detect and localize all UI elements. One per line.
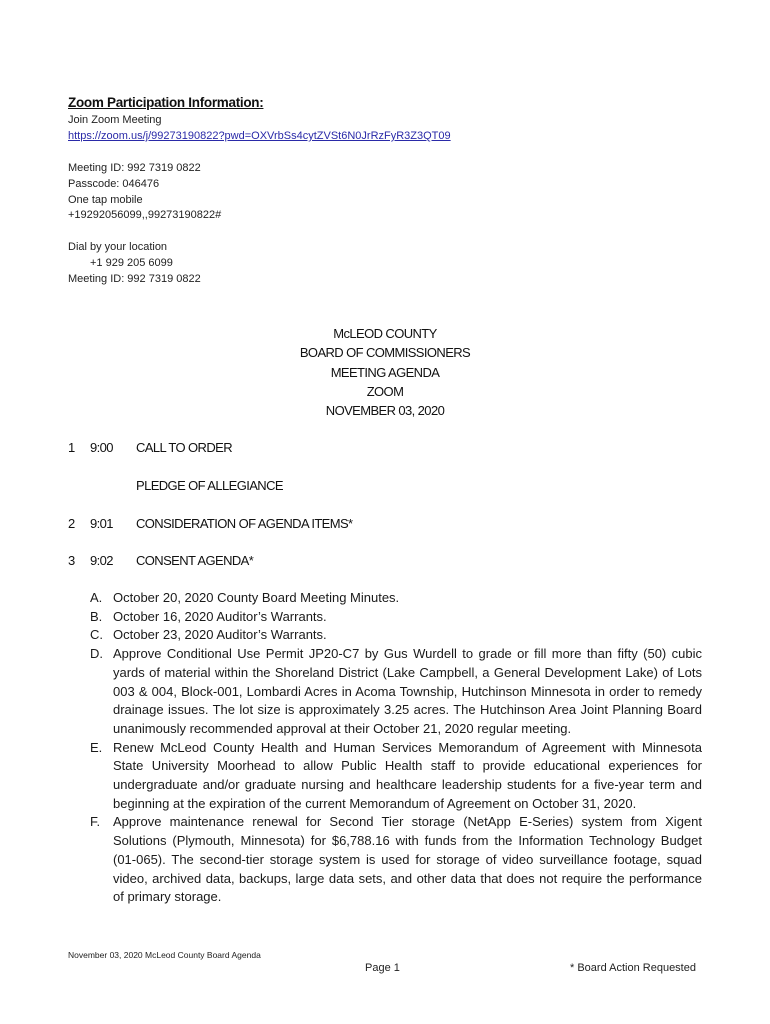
agenda-item-title: CONSENT AGENDA* [136, 553, 254, 568]
agenda-item-title: CALL TO ORDER [136, 440, 232, 455]
board-name: BOARD OF COMMISSIONERS [299, 345, 471, 361]
dial-number: +1 929 205 6099 [90, 257, 173, 269]
footer-date: November 03, 2020 McLeod County Board Agenda [68, 950, 261, 960]
agenda-item-time: 9:01 [90, 516, 113, 531]
zoom-heading: Zoom Participation Information: [68, 95, 264, 110]
consent-agenda-list [90, 589, 702, 907]
list-item-text: October 16, 2020 Auditor’s Warrants. [113, 608, 327, 624]
document-type: MEETING AGENDA [330, 364, 440, 380]
list-item [90, 739, 702, 814]
list-item-text: October 20, 2020 County Board Meeting Minutes. [113, 590, 400, 605]
one-tap-number: +19292056099,,99273190822# [68, 209, 222, 221]
dial-label: Dial by your location [68, 241, 168, 253]
agenda-item-number: 2 [68, 516, 75, 531]
list-item-letter: D. [90, 646, 103, 662]
list-item-letter: E. [90, 739, 103, 755]
meeting-date: NOVEMBER 03, 2020 [325, 403, 445, 419]
list-item [90, 608, 702, 627]
list-item-text: October 23, 2020 Auditor’s Warrants. [113, 627, 327, 643]
agenda-item-number: 1 [68, 440, 75, 455]
list-item-text: Approve maintenance renewal for Second Tier storage (NetApp E-Series) system from Xigent Solutions (Plymouth, Minnesota) for $6,788.16 with funds from the Information Technology Budget (01-065). The second-tier storage system is used for storage of video surveillance footage, squad video, archived data, backups, large data sets, and other data that does not require the performance of primary storage. [113, 814, 702, 905]
zoom-meeting-link[interactable]: https://zoom.us/j/99273190822?pwd=OXVrbSs4cytZVSt6N0JrRzFyR3Z3QT09 [68, 130, 451, 142]
passcode: Passcode: 046476 [68, 178, 160, 190]
dial-meeting-id: Meeting ID: 992 7319 0822 [68, 273, 201, 285]
page-number: Page 1 [365, 962, 400, 974]
meeting-venue: ZOOM [366, 383, 404, 399]
list-item-letter: A. [90, 590, 103, 605]
one-tap-label: One tap mobile [68, 194, 143, 206]
list-item-letter: B. [90, 608, 103, 624]
agenda-item-number: 3 [68, 553, 75, 568]
agenda-title-block [0, 324, 770, 420]
footer-note: * Board Action Requested [570, 962, 696, 974]
agenda-item-title: CONSIDERATION OF AGENDA ITEMS* [136, 516, 353, 531]
county-name: McLEOD COUNTY [333, 326, 437, 341]
agenda-item-time: 9:00 [90, 440, 113, 455]
list-item-letter: F. [90, 814, 101, 830]
list-item [90, 645, 702, 739]
agenda-item-time: 9:02 [90, 553, 113, 568]
meeting-id: Meeting ID: 992 7319 0822 [68, 162, 201, 174]
list-item-text: Approve Conditional Use Permit JP20-C7 by Gus Wurdell to grade or fill more than fifty (50) cubic yards of material within the Shoreland District (Lake Campbell, a General Development Lake) of Lots 003 & 004, Block-001, Lombardi Acres in Acoma Township, Hutchinson Minnesota in order to remedy drainage issues. The lot size is approximately 3.25 acres. The Hutchinson Area Joint Planning Board unanimously recommended approval at their October 21, 2020 regular meeting. [113, 646, 702, 736]
agenda-item-title: PLEDGE OF ALLEGIANCE [136, 478, 283, 493]
list-item-letter: C. [90, 627, 103, 643]
list-item-text: Renew McLeod County Health and Human Services Memorandum of Agreement with Minnesota State University Moorhead to allow Public Health staff to provide educational experiences for undergraduate and/or graduate nursing and healthcare leadership students for a five-year term and beginning at the expiration of the current Memorandum of Agreement on October 31, 2020. [113, 739, 702, 811]
join-zoom-label: Join Zoom Meeting [68, 114, 162, 126]
list-item [90, 589, 702, 608]
list-item [90, 813, 702, 907]
list-item [90, 626, 702, 645]
